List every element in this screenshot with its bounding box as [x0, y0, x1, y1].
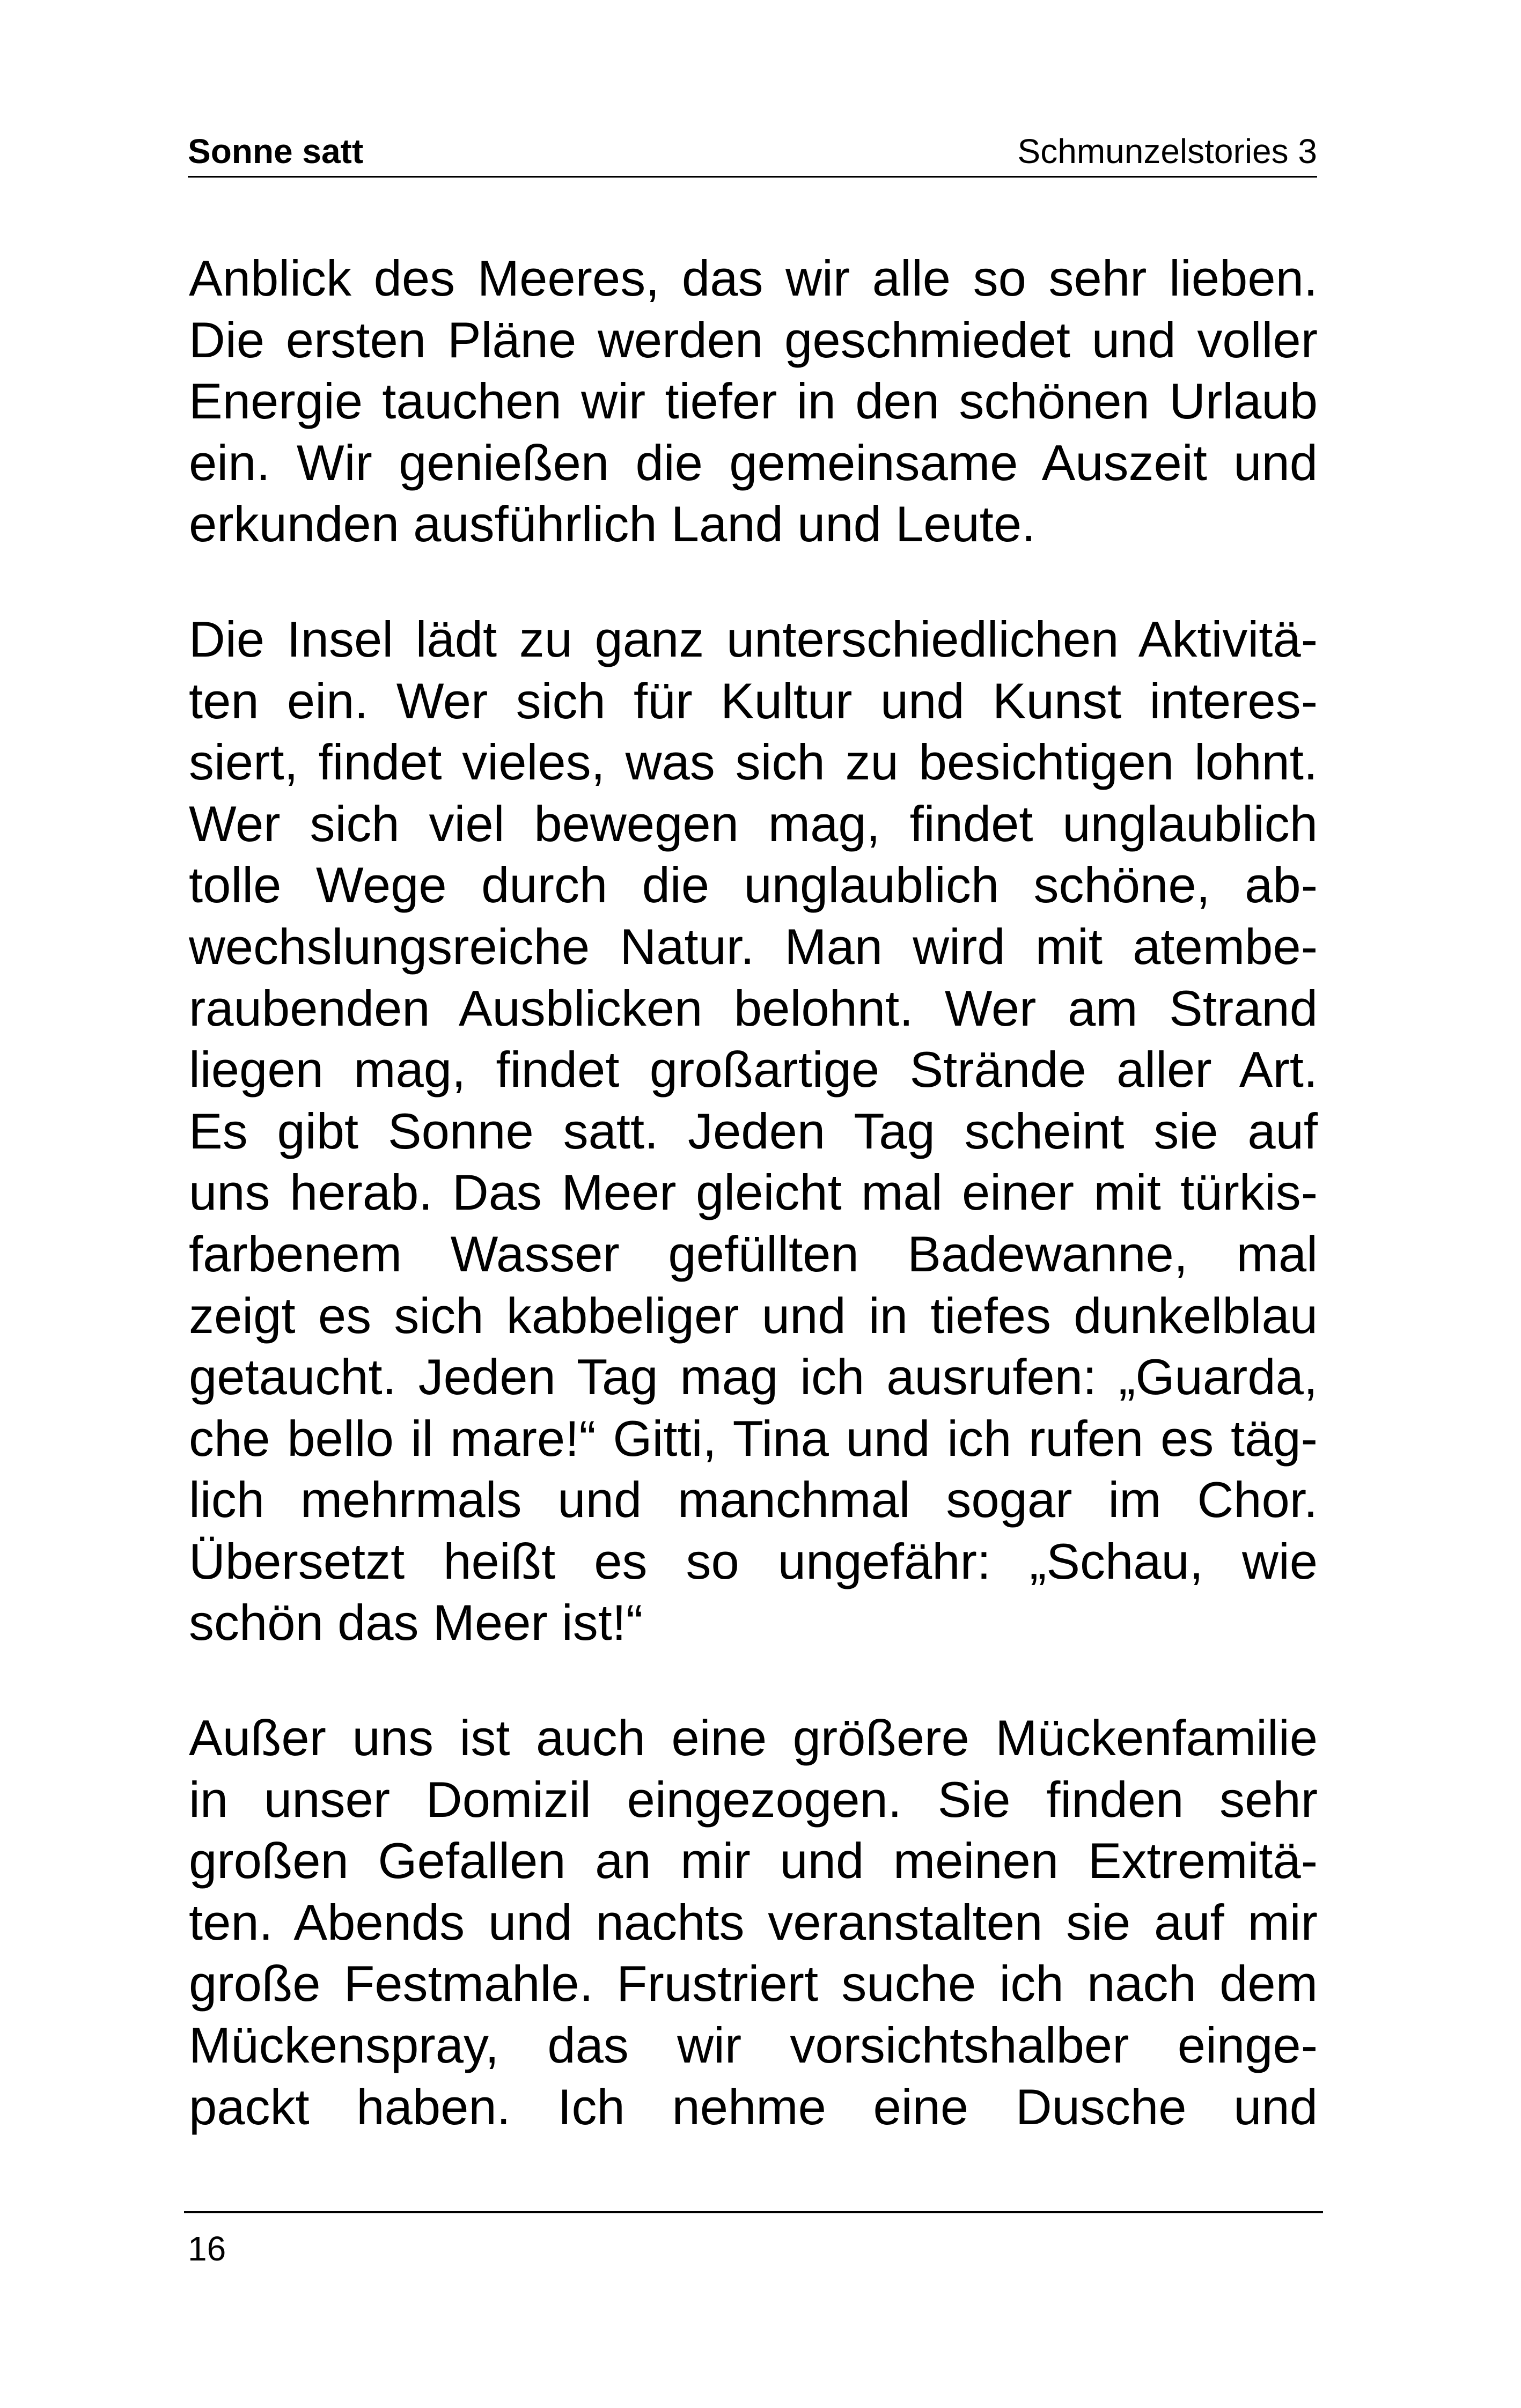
text-line: wechslungsreiche Natur. Man wird mit atembe- [189, 918, 1318, 975]
text-line: erkunden ausführlich Land und Leute. [189, 496, 1036, 553]
page-number: 16 [188, 2229, 226, 2268]
text-line: Energie tauchen wir tiefer in den schönen Urlaub [189, 373, 1318, 430]
text-line: großen Gefallen an mir und meinen Extremitä- [189, 1832, 1318, 1889]
text-line: Übersetzt heißt es so ungefähr: „Schau, wie [189, 1533, 1318, 1589]
text-line: Es gibt Sonne satt. Jeden Tag scheint sie auf [189, 1102, 1318, 1159]
text-line: raubenden Ausblicken belohnt. Wer am Strand [189, 980, 1318, 1036]
paragraph [189, 609, 1318, 1654]
text-line: große Festmahle. Frustriert suche ich nach dem [189, 1955, 1318, 2012]
body-text [189, 248, 1318, 2138]
chapter-title: Sonne satt [188, 132, 364, 171]
text-line: ein. Wir genießen die gemeinsame Auszeit und [189, 434, 1318, 491]
text-line: uns herab. Das Meer gleicht mal einer mit türkis- [189, 1164, 1318, 1221]
footer-rule [184, 2211, 1323, 2213]
text-line: Mückenspray, das wir vorsichtshalber einge- [189, 2017, 1318, 2074]
text-line: getaucht. Jeden Tag mag ich ausrufen: „Guarda, [189, 1349, 1318, 1405]
book-title: Schmunzelstories 3 [1017, 132, 1317, 171]
text-line: ten. Abends und nachts veranstalten sie auf mir [189, 1894, 1318, 1950]
text-line: farbenem Wasser gefüllten Badewanne, mal [189, 1225, 1318, 1282]
text-line: che bello il mare!“ Gitti, Tina und ich rufen es täg- [189, 1410, 1318, 1467]
text-line: Anblick des Meeres, das wir alle so sehr lieben. [189, 250, 1318, 306]
text-line: Die Insel lädt zu ganz unterschiedlichen Aktivitä- [189, 610, 1318, 667]
text-line: Die ersten Pläne werden geschmiedet und voller [189, 311, 1318, 368]
text-line: tolle Wege durch die unglaublich schöne, ab- [189, 857, 1318, 914]
text-line: zeigt es sich kabbeliger und in tiefes dunkelblau [189, 1287, 1318, 1344]
paragraph [189, 248, 1318, 555]
text-line: liegen mag, findet großartige Strände aller Art. [189, 1041, 1318, 1098]
text-line: lich mehrmals und manchmal sogar im Chor. [189, 1471, 1318, 1528]
text-line: packt haben. Ich nehme eine Dusche und [189, 2078, 1318, 2135]
paragraph [189, 1707, 1318, 2138]
running-header [188, 128, 1317, 178]
text-line: in unser Domizil eingezogen. Sie finden sehr [189, 1771, 1318, 1828]
text-line: Außer uns ist auch eine größere Mückenfamilie [189, 1710, 1318, 1766]
text-line: siert, findet vieles, was sich zu besichtigen lohnt. [189, 734, 1318, 791]
paragraph-gap [189, 1654, 1318, 1707]
paragraph-gap [189, 555, 1318, 609]
text-line: schön das Meer ist!“ [189, 1594, 643, 1651]
text-line: ten ein. Wer sich für Kultur und Kunst interes- [189, 672, 1318, 729]
text-line: Wer sich viel bewegen mag, findet unglaublich [189, 795, 1318, 852]
